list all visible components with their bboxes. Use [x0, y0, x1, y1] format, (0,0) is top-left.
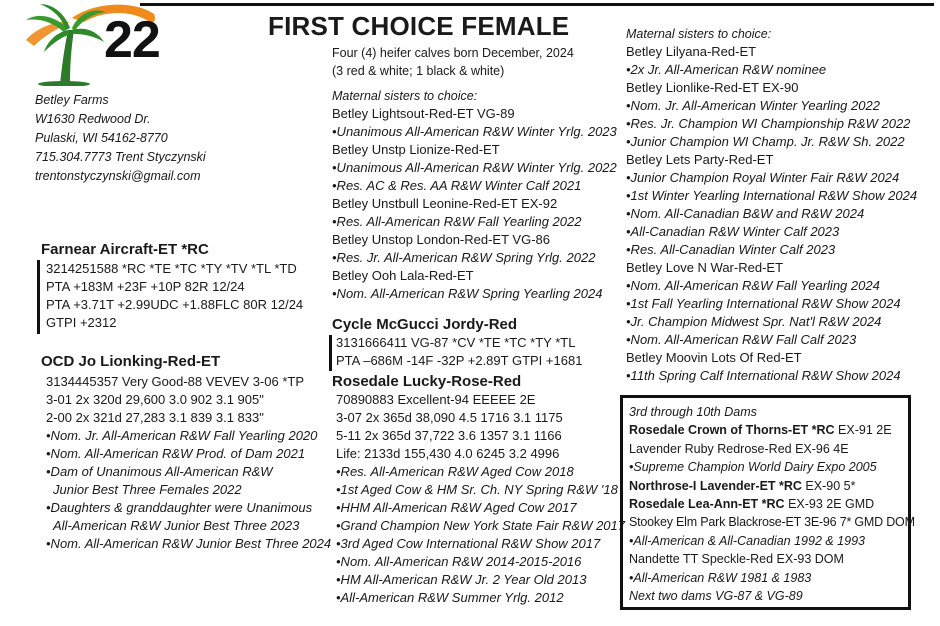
rosedale-award: •All-American R&W Summer Yrlg. 2012 — [336, 590, 564, 605]
rosedale-line: 70890883 Excellent-94 EEEEE 2E — [336, 392, 536, 407]
rosedale-award: •HHM All-American R&W Aged Cow 2017 — [336, 500, 577, 515]
sire-name: Farnear Aircraft-ET *RC — [41, 241, 209, 258]
sister-award: •Junior Champion WI Champ. Jr. R&W Sh. 2022 — [626, 134, 905, 149]
maternal-sisters-right — [626, 26, 917, 385]
sire-line: 3214251588 *RC *TE *TC *TY *TV *TL *TD — [46, 261, 297, 276]
dam-entry-award: •Supreme Champion World Dairy Expo 2005 — [629, 460, 877, 475]
sister-award: •Nom. All-American R&W Fall Calf 2023 — [626, 332, 857, 347]
farm-city: Pulaski, WI 54162-8770 — [35, 131, 168, 145]
cycle-line: 3131666411 VG-87 *CV *TE *TC *TY *TL — [336, 335, 576, 350]
top-rule — [140, 3, 934, 6]
cycle-line: PTA –686M -14F -32P +2.89T GTPI +1681 — [336, 353, 583, 368]
sister-name: Betley Unstop London-Red-ET VG-86 — [332, 232, 550, 247]
farm-name: Betley Farms — [35, 93, 109, 107]
sister-name: Betley Unstbull Leonine-Red-ET EX-92 — [332, 196, 558, 211]
cycle-details — [336, 334, 582, 370]
calves-info — [332, 44, 574, 80]
dam-line: 2-00 2x 321d 27,283 3.1 839 3.1 833" — [46, 410, 264, 425]
lot-logo — [24, 0, 164, 86]
maternal-heading: Maternal sisters to choice: — [626, 27, 772, 41]
dams-heading: 3rd through 10th Dams — [629, 405, 757, 419]
maternal-heading: Maternal sisters to choice: — [332, 89, 478, 103]
dam-entry-name: Rosedale Crown of Thorns-ET *RC — [629, 423, 835, 438]
dam-entry-name: Stookey Elm Park Blackrose-ET 3E-96 7* GMD DOM — [629, 515, 915, 530]
sister-award: •Res. All-American R&W Fall Yearling 2022 — [332, 214, 582, 229]
dam-line: 3-01 2x 320d 29,600 3.0 902 3.1 905" — [46, 392, 264, 407]
sister-award: •1st Fall Yearling International R&W Show 2024 — [626, 296, 901, 311]
sister-award: •Res. AC & Res. AA R&W Winter Calf 2021 — [332, 178, 582, 193]
rosedale-section — [332, 372, 521, 392]
sister-award: •Unanimous All-American R&W Winter Yrlg. 2023 — [332, 124, 617, 139]
sister-name: Betley Unstp Lionize-Red-ET — [332, 142, 500, 157]
rosedale-name: Rosedale Lucky-Rose-Red — [332, 373, 522, 390]
dam-entry-name: Nandette TT Speckle-Red EX-93 DOM — [629, 552, 844, 567]
dam-award: •Nom. All-American R&W Prod. of Dam 2021 — [46, 446, 306, 461]
dam-entry — [629, 513, 915, 531]
rosedale-award: •3rd Aged Cow International R&W Show 2017 — [336, 536, 601, 551]
dam-section — [41, 352, 220, 372]
sire-line: PTA +3.71T +2.99UDC +1.88FLC 80R 12/24 — [46, 297, 304, 312]
rosedale-details — [336, 391, 625, 607]
sister-name: Betley Lilyana-Red-ET — [626, 44, 757, 59]
sister-name: Betley Lets Party-Red-ET — [626, 152, 774, 167]
dam-entry-note: Next two dams VG-87 & VG-89 — [629, 589, 803, 604]
sister-award: •Res. All-Canadian Winter Calf 2023 — [626, 242, 836, 257]
dam-entry-score: EX-91 2E — [834, 423, 892, 438]
dam-name: OCD Jo Lionking-Red-ET — [41, 353, 221, 370]
sister-award: •Nom. All-American R&W Fall Yearling 2024 — [626, 278, 880, 293]
sister-name: Betley Lionlike-Red-ET EX-90 — [626, 80, 799, 95]
dam-award: •Daughters & granddaughter were Unanimous — [46, 500, 313, 515]
rosedale-award: •1st Aged Cow & HM Sr. Ch. NY Spring R&W '18 — [336, 482, 618, 497]
dam-award: Junior Best Three Females 2022 — [53, 482, 242, 497]
sister-name: Betley Ooh Lala-Red-ET — [332, 268, 474, 283]
sire-divider — [37, 260, 40, 334]
dam-entry-award: •All-American R&W 1981 & 1983 — [629, 570, 812, 585]
rosedale-line: 3-07 2x 365d 38,090 4.5 1716 3.1 1175 — [336, 410, 563, 425]
lot-number: 22 — [104, 11, 160, 69]
dam-details — [46, 373, 331, 553]
sire-details — [46, 260, 303, 332]
farm-phone: 715.304.7773 Trent Styczynski — [35, 150, 206, 164]
cycle-section — [332, 315, 517, 335]
maternal-sisters-mid — [332, 88, 617, 303]
rosedale-line: Life: 2133d 155,430 4.0 6245 3.2 4996 — [336, 446, 560, 461]
cycle-name: Cycle McGucci Jordy-Red — [332, 316, 518, 333]
sister-award: •Junior Champion Royal Winter Fair R&W 2024 — [626, 170, 900, 185]
calves-line: (3 red & white; 1 black & white) — [332, 64, 505, 78]
sister-name: Betley Love N War-Red-ET — [626, 260, 784, 275]
dam-entry — [629, 440, 915, 458]
sire-section — [41, 240, 209, 260]
sister-award: •2x Jr. All-American R&W nominee — [626, 62, 827, 77]
sister-award: •Jr. Champion Midwest Spr. Nat'l R&W 2024 — [626, 314, 882, 329]
sister-award: •11th Spring Calf International R&W Show 2024 — [626, 368, 901, 383]
calves-line: Four (4) heifer calves born December, 2024 — [332, 46, 574, 60]
rosedale-award: •Nom. All-American R&W 2014-2015-2016 — [336, 554, 582, 569]
sister-award: •Unanimous All-American R&W Winter Yrlg. 2022 — [332, 160, 617, 175]
sire-line: GTPI +2312 — [46, 315, 117, 330]
farm-contact — [35, 91, 206, 186]
dam-line: 3134445357 Very Good-88 VEVEV 3-06 *TP — [46, 374, 305, 389]
rosedale-line: 5-11 2x 365d 37,722 3.6 1357 3.1 1166 — [336, 428, 562, 443]
dam-entry-award: •All-American & All-Canadian 1992 & 1993 — [629, 533, 865, 548]
sister-award: •Res. Jr. Champion WI Championship R&W 2022 — [626, 116, 911, 131]
sister-name: Betley Lightsout-Red-ET VG-89 — [332, 106, 515, 121]
dam-award: •Nom. Jr. All-American R&W Fall Yearling 2020 — [46, 428, 318, 443]
dam-entry-name: Northrose-I Lavender-ET *RC — [629, 478, 802, 493]
rosedale-award: •Res. All-American R&W Aged Cow 2018 — [336, 464, 574, 479]
sister-award: •Res. Jr. All-American R&W Spring Yrlg. 2022 — [332, 250, 596, 265]
sire-line: PTA +183M +23F +10P 82R 12/24 — [46, 279, 245, 294]
farm-email: trentonstyczynski@gmail.com — [35, 169, 201, 183]
dam-entry-score: EX-93 2E GMD — [784, 497, 875, 512]
farm-address: W1630 Redwood Dr. — [35, 112, 151, 126]
dam-entry — [629, 477, 915, 495]
sister-name: Betley Moovin Lots Of Red-ET — [626, 350, 802, 365]
dam-entry — [629, 421, 915, 439]
sister-award: •Nom. Jr. All-American Winter Yearling 2022 — [626, 98, 880, 113]
sister-award: •Nom. All-American R&W Spring Yearling 2024 — [332, 286, 603, 301]
sister-award: •1st Winter Yearling International R&W Show 2024 — [626, 188, 918, 203]
cycle-divider — [329, 335, 332, 371]
sister-award: •All-Canadian R&W Winter Calf 2023 — [626, 224, 840, 239]
rosedale-award: •Grand Champion New York State Fair R&W 2017 — [336, 518, 625, 533]
dam-award: •Nom. All-American R&W Junior Best Three 2024 — [46, 536, 332, 551]
rosedale-award: •HM All-American R&W Jr. 2 Year Old 2013 — [336, 572, 587, 587]
dams-list — [629, 403, 915, 605]
dam-entry — [629, 550, 915, 568]
dams-box — [620, 395, 915, 610]
dam-award: •Dam of Unanimous All-American R&W — [46, 464, 273, 479]
sister-award: •Nom. All-Canadian B&W and R&W 2024 — [626, 206, 865, 221]
dam-entry-score: EX-90 5* — [801, 478, 856, 493]
page-title: FIRST CHOICE FEMALE — [268, 11, 570, 41]
dam-award: All-American R&W Junior Best Three 2023 — [53, 518, 300, 533]
dam-entry — [629, 495, 915, 513]
dam-entry-name: Rosedale Lea-Ann-ET *RC — [629, 497, 785, 512]
dam-entry-name: Lavender Ruby Redrose-Red EX-96 4E — [629, 441, 849, 456]
